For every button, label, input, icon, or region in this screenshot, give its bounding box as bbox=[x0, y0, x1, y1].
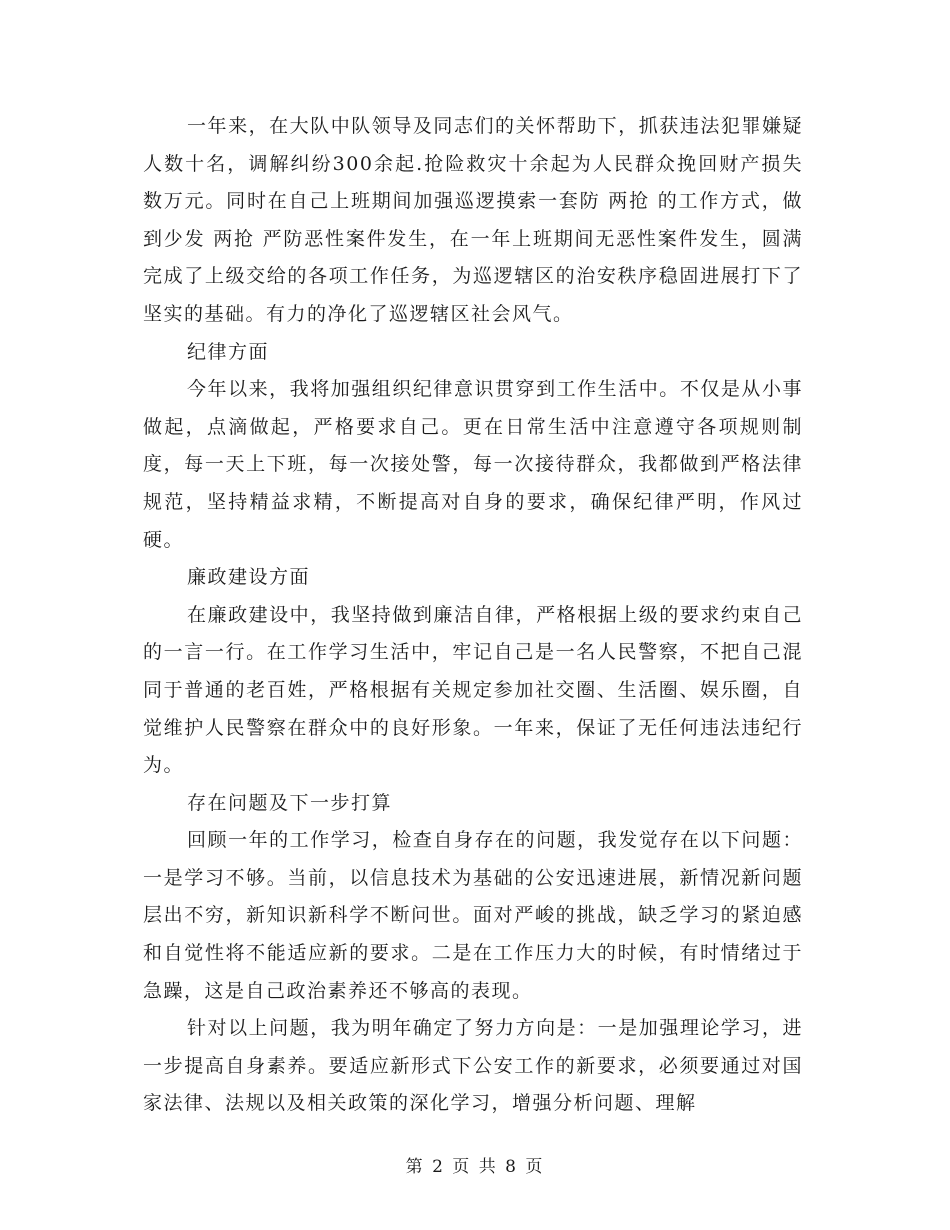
page-footer bbox=[0, 1152, 950, 1177]
footer-page-number: 2 bbox=[432, 1157, 445, 1177]
paragraph-discipline: 今年以来，我将加强组织纪律意识贯穿到工作生活中。不仅是从小事做起，点滴做起，严格要求自己。更在日常生活中注意遵守各项规则制度，每一天上下班，每一次接处警，每一次接待群众，我都做到严格法律规范，坚持精益求精，不断提高对自身的要求，确保纪律严明，作风过硬。 bbox=[143, 378, 803, 551]
footer-total-pages: 8 bbox=[505, 1157, 518, 1177]
paragraph-problems: 回顾一年的工作学习，检查自身存在的问题，我发觉存在以下问题：一是学习不够。当前，以信息技术为基础的公安迅速进展，新情况新问题层出不穷，新知识新科学不断问世。面对严峻的挑战，缺乏学习的紧迫感和自觉性将不能适应新的要求。二是在工作压力大的时候，有时情绪过于急躁，这是自己政治素养还不够高的表现。 bbox=[143, 829, 803, 1002]
footer-suffix: 页 bbox=[525, 1157, 545, 1177]
document-body bbox=[143, 108, 803, 1123]
paragraph-achievements: 一年来，在大队中队领导及同志们的关怀帮助下，抓获违法犯罪嫌疑人数十名，调解纠纷300余起.抢险救灾十余起为人民群众挽回财产损失数万元。同时在自己上班期间加强巡逻摸索一套防 两抢 的工作方式，做到少发 两抢 严防恶性案件发生，在一年上班期间无恶性案件发生，圆满完成了上级交给的各项工作任务，为巡逻辖区的治安秩序稳固进展打下了坚实的基础。有力的净化了巡逻辖区社会风气。 bbox=[143, 115, 803, 325]
footer-prefix: 第 bbox=[405, 1157, 425, 1177]
heading-problems-plans: 存在问题及下一步打算 bbox=[187, 791, 393, 814]
heading-discipline: 纪律方面 bbox=[187, 340, 270, 363]
paragraph-plans: 针对以上问题，我为明年确定了努力方向是：一是加强理论学习，进一步提高自身素养。要适应新形式下公安工作的新要求，必须要通过对国家法律、法规以及相关政策的深化学习，增强分析问题、理解 bbox=[143, 1017, 803, 1115]
footer-middle: 页 共 bbox=[452, 1157, 498, 1177]
paragraph-integrity: 在廉政建设中，我坚持做到廉洁自律，严格根据上级的要求约束自己的一言一行。在工作学习生活中，牢记自己是一名人民警察，不把自己混同于普通的老百姓，严格根据有关规定参加社交圈、生活圈、娱乐圈，自觉维护人民警察在群众中的良好形象。一年来，保证了无任何违法违纪行为。 bbox=[143, 603, 803, 777]
heading-integrity: 廉政建设方面 bbox=[187, 566, 311, 589]
